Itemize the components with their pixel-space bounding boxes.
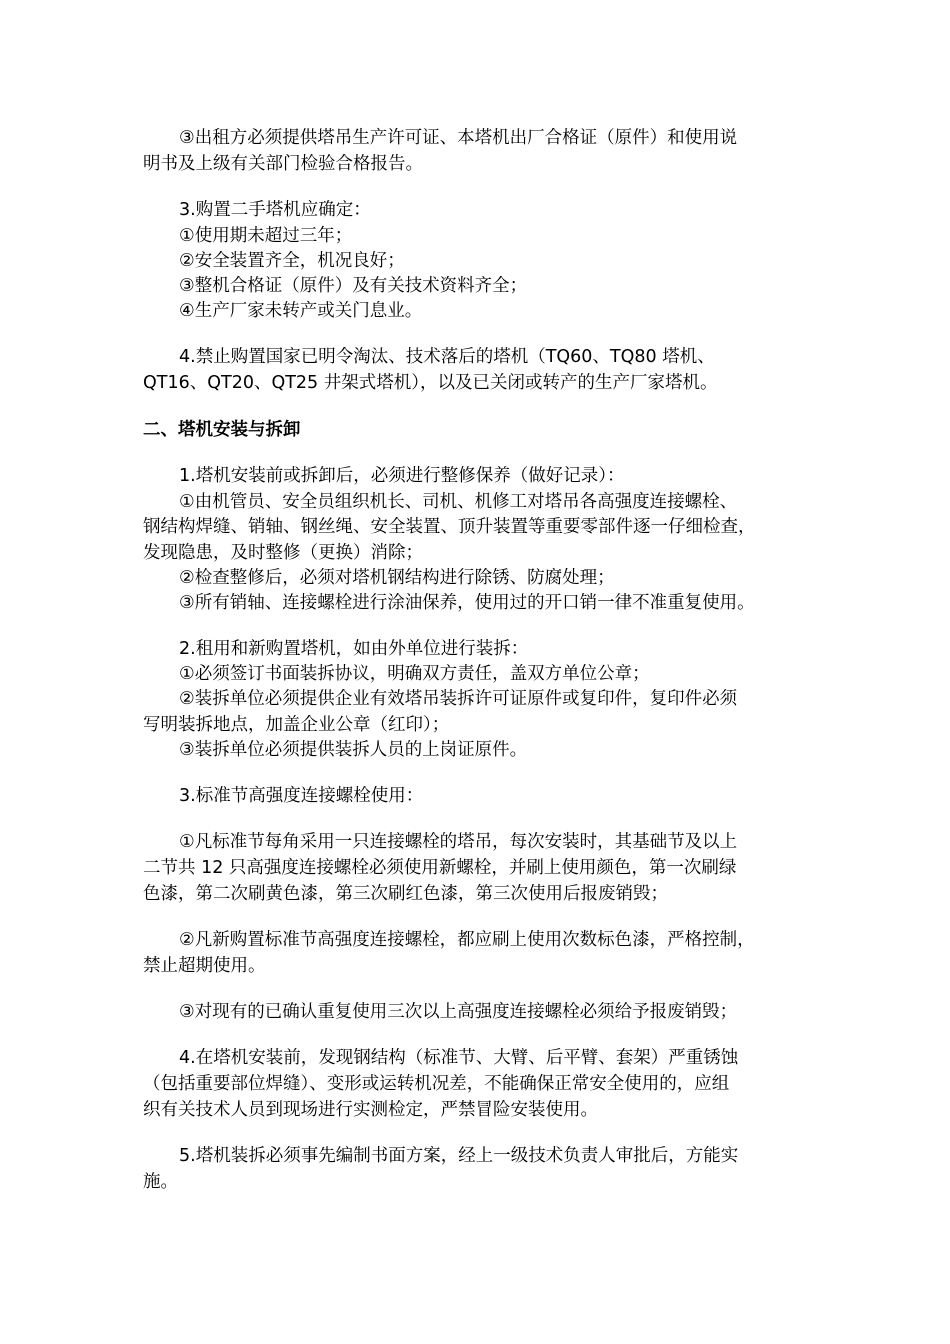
list-item: ②安全装置齐全，机况良好； bbox=[179, 251, 405, 271]
list-item: ①凡标准节每角采用一只连接螺栓的塔吊，每次安装时，其基础节及以上 bbox=[179, 832, 738, 852]
paragraph-line: 4.在塔机安装前，发现钢结构（标准节、大臂、后平臂、套架）严重锈蚀 bbox=[179, 1048, 739, 1068]
paragraph-line: 3.购置二手塔机应确定： bbox=[179, 200, 371, 220]
list-item: ②装拆单位必须提供企业有效塔吊装拆许可证原件或复印件，复印件必须 bbox=[179, 689, 738, 709]
list-item: ③对现有的已确认重复使用三次以上高强度连接螺栓必须给予报废销毁； bbox=[179, 1002, 738, 1022]
paragraph-line: 5.塔机装拆必须事先编制书面方案，经上一级技术负责人审批后，方能实 bbox=[179, 1146, 739, 1166]
paragraph-line: 施。 bbox=[143, 1172, 178, 1192]
paragraph-line: 写明装拆地点，加盖企业公章（红印）； bbox=[143, 715, 450, 735]
list-item: ②凡新购置标准节高强度连接螺栓，都应刷上使用次数标色漆，严格控制， bbox=[179, 930, 755, 950]
paragraph-line: 3.标准节高强度连接螺栓使用： bbox=[179, 786, 424, 806]
paragraph-line: 1.塔机安装前或拆卸后，必须进行整修保养（做好记录）： bbox=[179, 466, 625, 486]
paragraph-line: 4.禁止购置国家已明令淘汰、技术落后的塔机（TQ60、TQ80 塔机、 bbox=[179, 347, 715, 367]
paragraph-line: 明书及上级有关部门检验合格报告。 bbox=[143, 154, 423, 174]
paragraph-line: 色漆，第二次刷黄色漆，第三次刷红色漆，第三次使用后报废销毁； bbox=[143, 884, 668, 904]
paragraph-line: （包括重要部位焊缝）、变形或运转机况差，不能确保正常安全使用的，应组 bbox=[143, 1074, 730, 1094]
section-heading: 二、塔机安装与拆卸 bbox=[143, 420, 301, 440]
paragraph-line: 二节共 12 只高强度连接螺栓必须使用新螺栓，并刷上使用颜色，第一次刷绿 bbox=[143, 858, 737, 878]
list-item: ③整机合格证（原件）及有关技术资料齐全； bbox=[179, 276, 528, 296]
paragraph-line: ③出租方必须提供塔吊生产许可证、本塔机出厂合格证（原件）和使用说 bbox=[179, 128, 738, 148]
list-item: ①使用期未超过三年； bbox=[179, 226, 353, 246]
paragraph-line: 2.租用和新购置塔机，如由外单位进行装拆： bbox=[179, 639, 529, 659]
paragraph-line: 发现隐患，及时整修（更换）消除； bbox=[143, 543, 423, 563]
list-item: ④生产厂家未转产或关门息业。 bbox=[179, 301, 423, 321]
paragraph-line: 织有关技术人员到现场进行实测检定，严禁冒险安装使用。 bbox=[143, 1100, 598, 1120]
paragraph-line: QT16、QT20、QT25 井架式塔机），以及已关闭或转产的生产厂家塔机。 bbox=[143, 373, 718, 393]
list-item: ③装拆单位必须提供装拆人员的上岗证原件。 bbox=[179, 740, 528, 760]
paragraph-line: 禁止超期使用。 bbox=[143, 956, 266, 976]
list-item: ③所有销轴、连接螺栓进行涂油保养，使用过的开口销一律不准重复使用。 bbox=[179, 593, 755, 613]
paragraph-line: 钢结构焊缝、销轴、钢丝绳、安全装置、顶升装置等重要零部件逐一仔细检查， bbox=[143, 517, 756, 537]
list-item: ①必须签订书面装拆协议，明确双方责任，盖双方单位公章； bbox=[179, 664, 650, 684]
list-item: ①由机管员、安全员组织机长、司机、机修工对塔吊各高强度连接螺栓、 bbox=[179, 492, 738, 512]
list-item: ②检查整修后，必须对塔机钢结构进行除锈、防腐处理； bbox=[179, 568, 615, 588]
